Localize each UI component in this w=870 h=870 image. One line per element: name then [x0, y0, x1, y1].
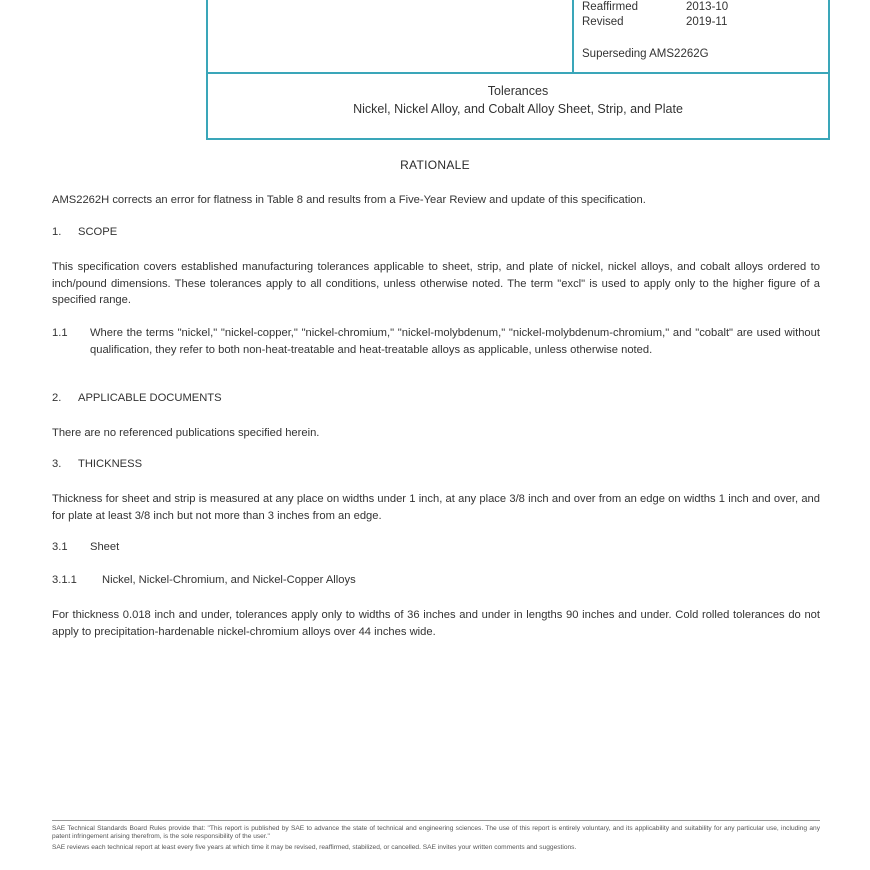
superseding-note: Superseding AMS2262G [582, 48, 709, 60]
section-title: Nickel, Nickel-Chromium, and Nickel-Copper Alloys [102, 574, 356, 586]
section-3-1-1-text: For thickness 0.018 inch and under, tolerances apply only to widths of 36 inches and under in lengths 90 inches and under. Cold rolled tolerances do not apply to precipitation-hardenable nickel-chromium alloys over 44 inches wide. [52, 609, 820, 638]
document-title [208, 82, 828, 118]
header-divider [572, 0, 574, 72]
footer-notice [52, 825, 820, 854]
footer-line-1: SAE Technical Standards Board Rules provide that: "This report is published by SAE to advance the state of technical and engineering sciences. The use of this report is entirely voluntary, and its applicability and suitability for any particular use, including any patent infringement arising therefrom, is the sole responsibility of the user." [52, 825, 820, 841]
section-number: 3. [52, 458, 62, 470]
section-documents-heading [52, 392, 222, 404]
header-box [206, 0, 830, 140]
footer-divider [52, 820, 820, 821]
section-number: 3.1.1 [52, 574, 77, 586]
revised-row [582, 15, 728, 30]
subsection-1-1 [52, 325, 820, 358]
header-info-row [208, 0, 828, 74]
revised-label: Revised [582, 16, 624, 28]
rationale-heading: RATIONALE [400, 158, 470, 172]
reaffirmed-value: 2013-10 [686, 1, 729, 13]
section-3-1-1-heading [52, 574, 356, 586]
section-title: Sheet [90, 541, 120, 553]
thickness-text: Thickness for sheet and strip is measured at any place on widths under 1 inch, at any place 3/8 inch and over from an edge on widths 1 inch and over, and for plate at least 3/8 inch but not more than 3 inches from an edge. [52, 493, 820, 522]
rationale-text: AMS2262H corrects an error for flatness in Table 8 and results from a Five-Year Review and update of this specification. [52, 194, 646, 206]
section-thickness-heading [52, 458, 142, 470]
reaffirmed-label: Reaffirmed [582, 1, 639, 13]
section-3-1-heading [52, 541, 119, 553]
revision-dates [582, 0, 728, 30]
documents-text: There are no referenced publications specified herein. [52, 427, 320, 439]
footer-line-2: SAE reviews each technical report at least every five years at which time it may be revised, reaffirmed, stabilized, or cancelled. SAE invites your written comments and suggestions. [52, 843, 577, 851]
section-title: THICKNESS [78, 458, 143, 470]
section-title: APPLICABLE DOCUMENTS [78, 392, 222, 404]
title-line-1: Tolerances [487, 84, 549, 98]
scope-text: This specification covers established manufacturing tolerances applicable to sheet, strip, and plate of nickel, nickel alloys, and cobalt alloys ordered to inch/pound dimensions. These tolerances apply to all conditions, unless otherwise noted. The term "excl" is used to apply only to the higher figure of a specified range. [52, 261, 820, 306]
title-line-2: Nickel, Nickel Alloy, and Cobalt Alloy Sheet, Strip, and Plate [353, 102, 683, 116]
section-scope-heading [52, 226, 117, 238]
reaffirmed-row [582, 0, 728, 15]
section-number: 2. [52, 392, 62, 404]
section-title: SCOPE [78, 226, 118, 238]
revised-value: 2019-11 [686, 16, 728, 28]
subsection-number: 1.1 [52, 327, 68, 339]
section-number: 3.1 [52, 541, 68, 553]
section-number: 1. [52, 226, 62, 238]
subsection-text: Where the terms "nickel," "nickel-copper," "nickel-chromium," "nickel-molybdenum," "nickel-molybdenum-chromium," and "cobalt" are used without qualification, they refer to both non-heat-treatable and heat-treatable alloys as applicable, unless otherwise noted. [90, 327, 820, 356]
